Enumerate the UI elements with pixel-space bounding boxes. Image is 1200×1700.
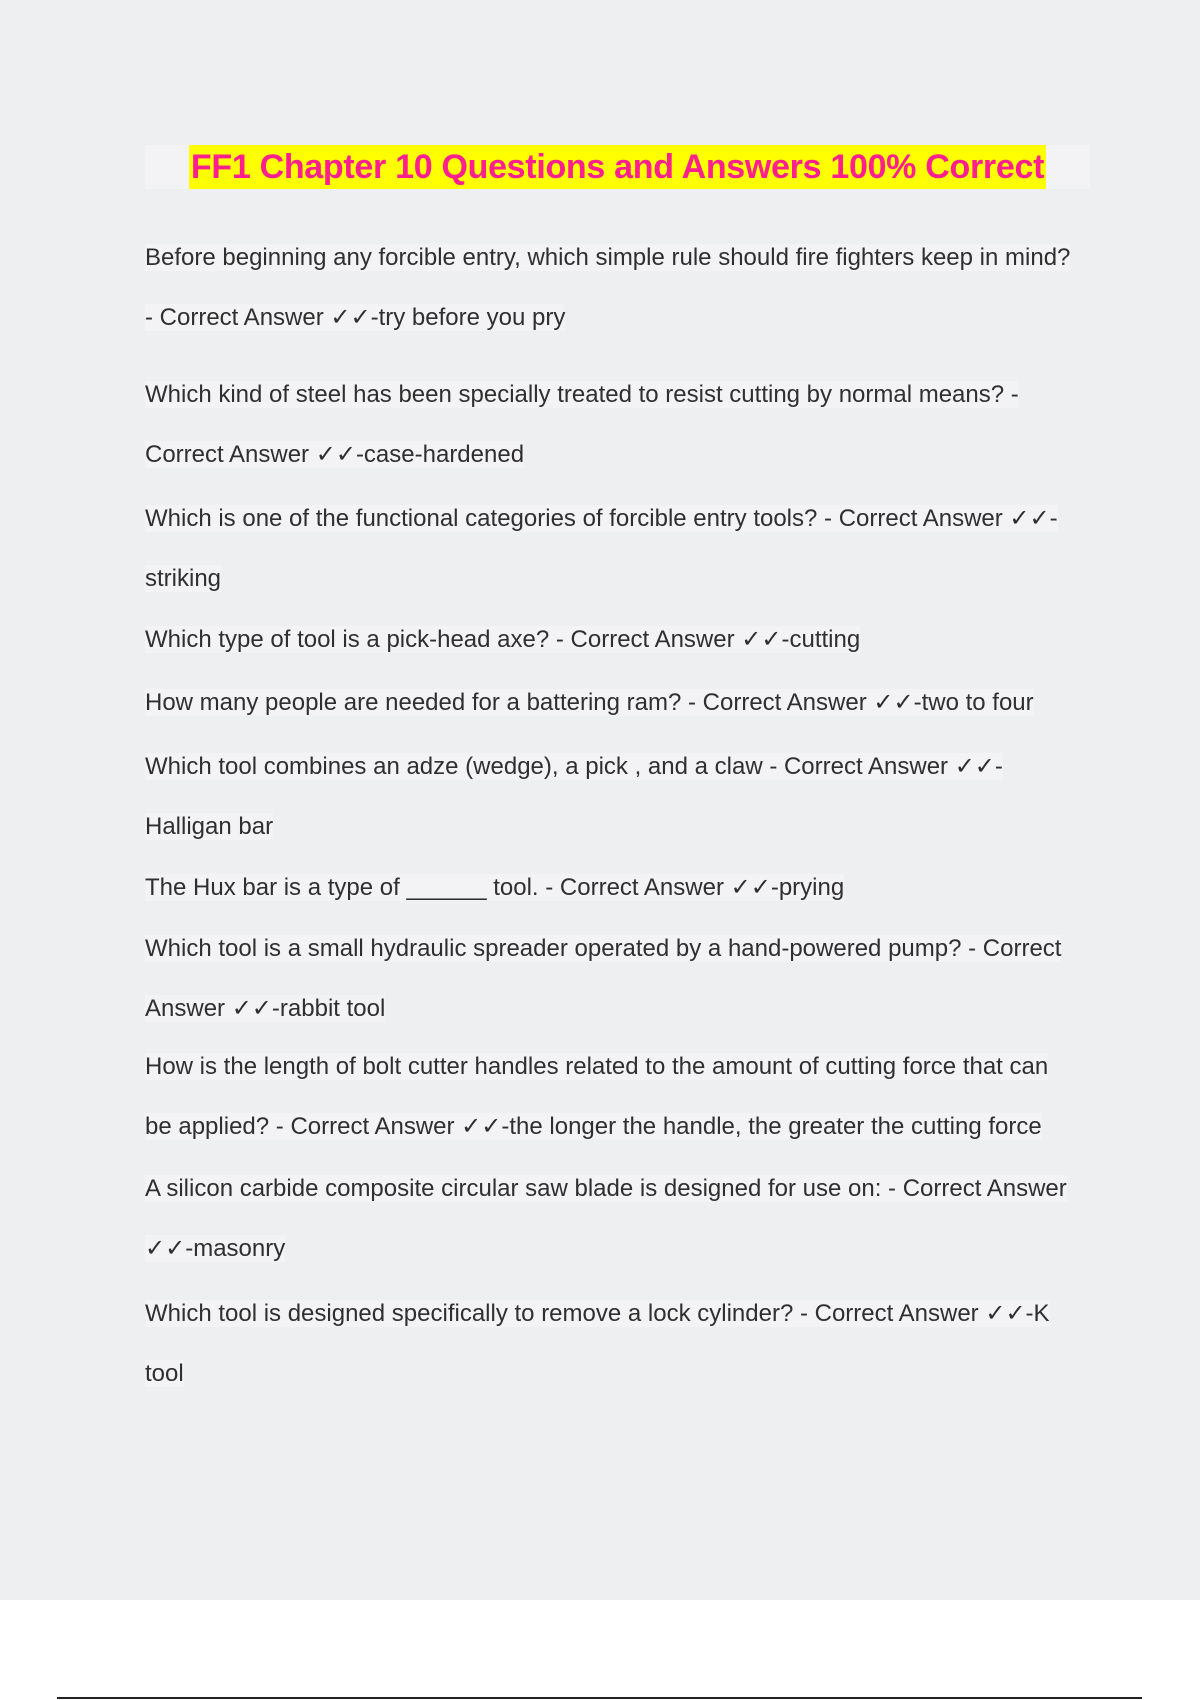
qa-line: be applied? - Correct Answer ✓✓-the longer the handle, the greater the cutting force <box>145 1113 1042 1140</box>
document-title: FF1 Chapter 10 Questions and Answers 100% Correct <box>189 145 1046 189</box>
qa-entry <box>145 365 1090 485</box>
qa-line: tool <box>145 1360 184 1387</box>
qa-line: How many people are needed for a battering ram? - Correct Answer ✓✓-two to four <box>145 689 1034 716</box>
qa-line: Which tool is a small hydraulic spreader operated by a hand-powered pump? - Correct <box>145 935 1062 962</box>
qa-line: How is the length of bolt cutter handles related to the amount of cutting force that can <box>145 1053 1049 1080</box>
qa-entry <box>145 919 1090 1039</box>
qa-entry <box>145 1159 1090 1279</box>
title-banner <box>145 145 1090 189</box>
qa-line: The Hux bar is a type of ______ tool. - Correct Answer ✓✓-prying <box>145 874 845 901</box>
qa-line: - Correct Answer ✓✓-try before you pry <box>145 304 566 331</box>
qa-line: Before beginning any forcible entry, which simple rule should fire fighters keep in mind? <box>145 244 1071 271</box>
qa-entry <box>145 489 1090 609</box>
qa-line: Which kind of steel has been specially treated to resist cutting by normal means? - <box>145 381 1019 408</box>
qa-line: Which tool combines an adze (wedge), a pick , and a claw - Correct Answer ✓✓- <box>145 753 1003 780</box>
qa-entry <box>145 673 1090 733</box>
qa-line: Which tool is designed specifically to remove a lock cylinder? - Correct Answer ✓✓-K <box>145 1300 1050 1327</box>
qa-entry <box>145 1284 1090 1404</box>
qa-entry <box>145 858 1090 918</box>
qa-line: A silicon carbide composite circular saw blade is designed for use on: - Correct Answer <box>145 1175 1067 1202</box>
qa-entry <box>145 610 1090 670</box>
qa-line: Which is one of the functional categories of forcible entry tools? - Correct Answer ✓✓- <box>145 505 1058 532</box>
qa-line: Halligan bar <box>145 813 274 840</box>
qa-line: Answer ✓✓-rabbit tool <box>145 995 386 1022</box>
qa-line: Correct Answer ✓✓-case-hardened <box>145 441 525 468</box>
qa-entry <box>145 737 1090 857</box>
footer-divider <box>57 1697 1142 1699</box>
qa-line: Which type of tool is a pick-head axe? - Correct Answer ✓✓-cutting <box>145 626 861 653</box>
qa-entry <box>145 228 1090 348</box>
qa-entry <box>145 1037 1090 1157</box>
qa-line: ✓✓-masonry <box>145 1235 286 1262</box>
qa-line: striking <box>145 565 222 592</box>
